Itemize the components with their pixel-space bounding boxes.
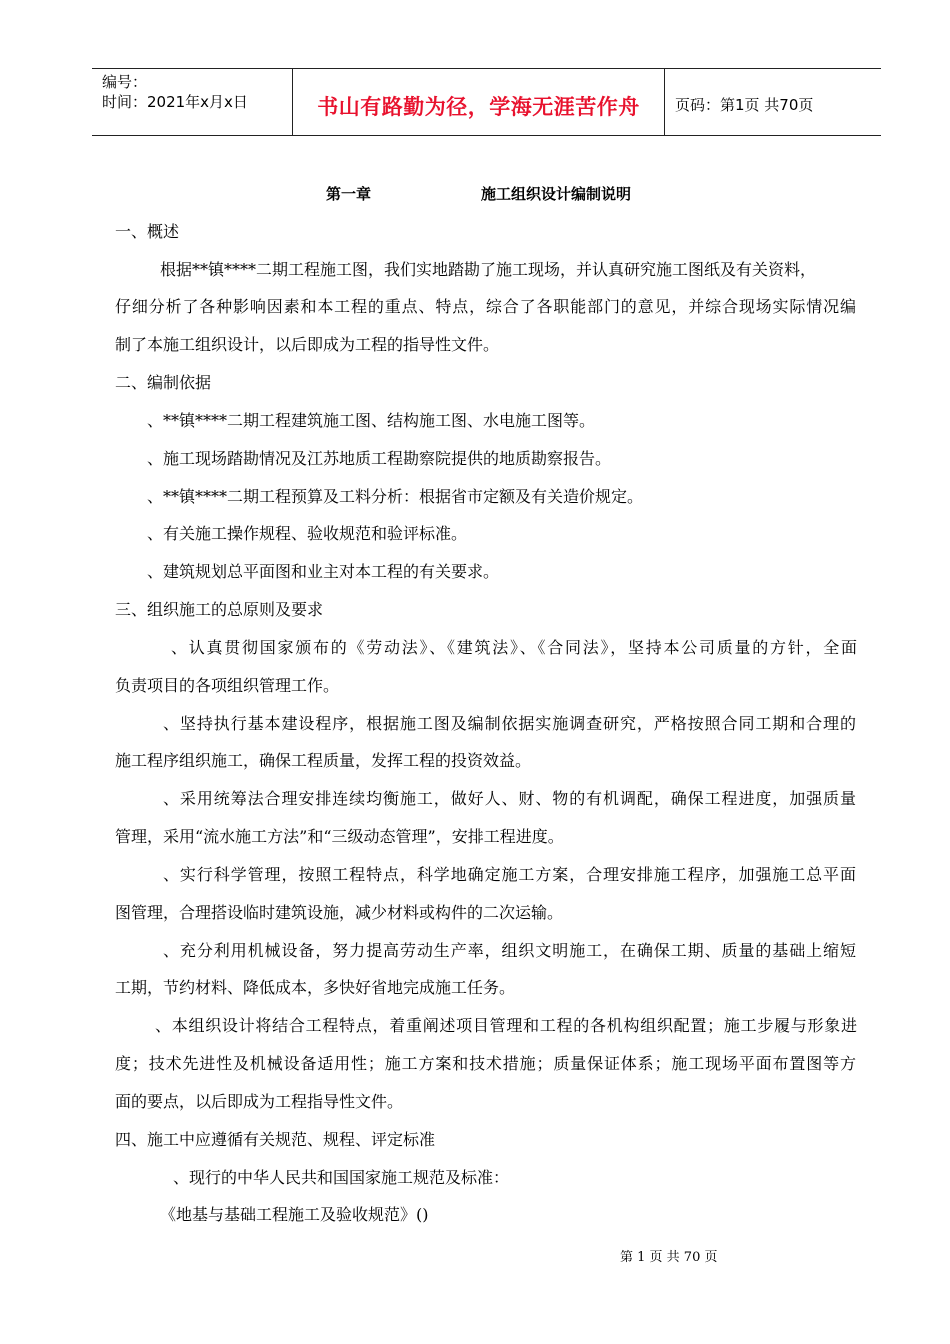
- paragraph-line: 图管理，合理搭设临时建筑设施，减少材料或构件的二次运输。: [115, 903, 564, 922]
- paragraph-line: 、充分利用机械设备，努力提高劳动生产率，组织文明施工，在确保工期、质量的基础上缩短: [163, 941, 856, 960]
- section-heading-standards: 四、施工中应遵循有关规范、规程、评定标准: [115, 1130, 436, 1149]
- header-right-cell: [665, 69, 881, 135]
- header-motto: 书山有路勤为径，学海无涯苦作舟: [317, 95, 640, 119]
- paragraph-line: 工期，节约材料、降低成本，多快好省地完成施工任务。: [115, 978, 516, 997]
- list-item: 、现行的中华人民共和国国家施工规范及标准：: [173, 1168, 510, 1187]
- section-heading-principles: 三、组织施工的总原则及要求: [115, 600, 324, 619]
- list-item: 、**镇****二期工程建筑施工图、结构施工图、水电施工图等。: [147, 411, 596, 430]
- list-item: 《地基与基础工程施工及验收规范》(): [160, 1205, 429, 1224]
- paragraph-line: 、本组织设计将结合工程特点，着重阐述项目管理和工程的各机构组织配置；施工步履与形象进: [155, 1016, 857, 1035]
- chapter-number: 第一章: [326, 185, 372, 203]
- page-footer: 第 1 页 共 70 页: [620, 1250, 718, 1265]
- paragraph-line: 仔细分析了各种影响因素和本工程的重点、特点，综合了各职能部门的意见，并综合现场实际情况编: [115, 297, 856, 316]
- paragraph-line: 管理，采用“流水施工方法”和“三级动态管理”，安排工程进度。: [115, 827, 564, 846]
- header-page-info: 页码：第1页 共70页: [675, 96, 814, 114]
- paragraph-line: 、采用统筹法合理安排连续均衡施工，做好人、财、物的有机调配，确保工程进度，加强质量: [163, 789, 856, 808]
- paragraph-line: 负责项目的各项组织管理工作。: [115, 676, 340, 695]
- paragraph-line: 制了本施工组织设计，以后即成为工程的指导性文件。: [115, 335, 500, 354]
- paragraph-line: 、认真贯彻国家颁布的《劳动法》、《建筑法》、《合同法》，坚持本公司质量的方针，全面: [171, 638, 857, 657]
- section-heading-basis: 二、编制依据: [115, 373, 212, 392]
- paragraph-line: 、实行科学管理，按照工程特点，科学地确定施工方案，合理安排施工程序，加强施工总平面: [163, 865, 856, 884]
- chapter-title: [0, 183, 950, 205]
- paragraph-line: 施工程序组织施工，确保工程质量，发挥工程的投资效益。: [115, 751, 532, 770]
- section-heading-overview: 一、概述: [115, 222, 180, 241]
- header-table: [92, 68, 881, 136]
- header-left-cell: [92, 69, 292, 135]
- header-center-cell: [292, 69, 665, 135]
- chapter-heading: 施工组织设计编制说明: [481, 185, 632, 203]
- list-item: 、有关施工操作规程、验收规范和验评标准。: [147, 524, 468, 543]
- document-number-label: 编号：: [102, 73, 148, 91]
- paragraph-line: 面的要点，以后即成为工程指导性文件。: [115, 1092, 404, 1111]
- list-item: 、建筑规划总平面图和业主对本工程的有关要求。: [147, 562, 500, 581]
- paragraph-line: 度；技术先进性及机械设备适用性；施工方案和技术措施；质量保证体系；施工现场平面布置图等方: [115, 1054, 856, 1073]
- document-time-label: 时间：2021年x月x日: [102, 93, 248, 111]
- list-item: 、施工现场踏勘情况及江苏地质工程勘察院提供的地质勘察报告。: [147, 449, 612, 468]
- paragraph-line: 、坚持执行基本建设程序，根据施工图及编制依据实施调查研究，严格按照合同工期和合理的: [163, 714, 856, 733]
- paragraph-line: 根据**镇****二期工程施工图，我们实地踏勘了施工现场，并认真研究施工图纸及有关资料，: [160, 260, 817, 279]
- list-item: 、**镇****二期工程预算及工料分析：根据省市定额及有关造价规定。: [147, 487, 644, 506]
